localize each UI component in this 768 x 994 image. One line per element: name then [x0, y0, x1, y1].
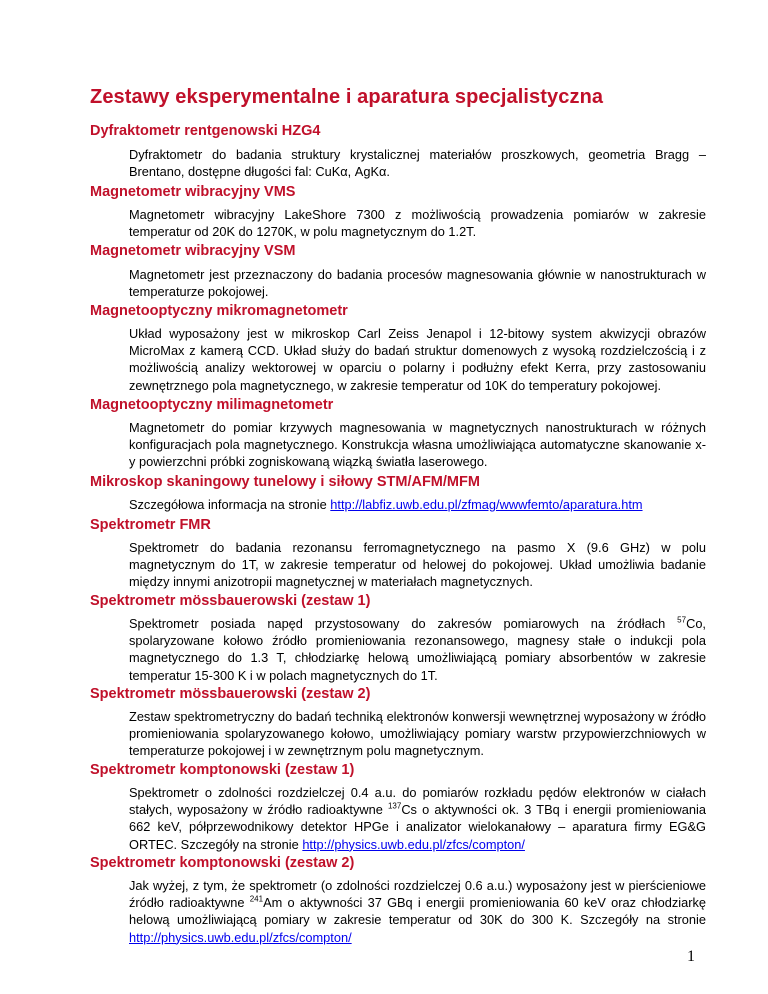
- isotope-mass-number: 137: [387, 801, 402, 811]
- section-heading-vsm: Magnetometr wibracyjny VSM: [90, 243, 296, 259]
- section-text: Spektrometr o zdolności rozdzielczej 0.4 a.u. do pomiarów rozkładu pędów elektronów w ciałach stałych, wyposażony w źródło radioaktywne: [129, 785, 706, 818]
- section-text: Am o aktywności 37 GBq i energii promieniowania 60 keV oraz chłodziarkę helową umożliwiającą pomiary w zakresie temperatur od 30K do 300 K. Szczegóły na stronie: [129, 895, 707, 928]
- section-text: Szczegółowa informacja na stronie: [129, 497, 331, 512]
- section-text: Co, spolaryzowane kołowo źródło promieniowania rezonansowego, magnesy stałe o indukcji pola magnetycznego do 1.3 T, chłodziarkę helową umożliwiającą pomiary absorbentów w zakresie temperatur 15-300 K i w polach magnetycznych do 1T.: [129, 616, 706, 683]
- section-body-compton-2: [129, 877, 706, 946]
- section-heading-stm-afm-mfm: Mikroskop skaningowy tunelowy i siłowy STM/AFM/MFM: [90, 474, 480, 490]
- section-body-fmr: Spektrometr do badania rezonansu ferromagnetycznego na pasmo X (9.6 GHz) w polu magnetycznym do 1T, w zakresie temperatur od helowej do pokojowej. Układ umożliwia badanie między innymi anizotropii magnetycznej w materiałach magnetycznych.: [129, 540, 706, 590]
- section-heading-mossbauer-1: Spektrometr mössbauerowski (zestaw 1): [90, 593, 371, 609]
- section-text: Jak wyżej, z tym, że spektrometr (o zdolności rozdzielczej 0.6 a.u.) wyposażony jest w pierścieniowe źródło radioaktywne: [129, 878, 706, 911]
- section-heading-vms: Magnetometr wibracyjny VMS: [90, 184, 296, 200]
- section-heading-mikromagnetometr: Magnetooptyczny mikromagnetometr: [90, 303, 348, 319]
- section-heading-fmr: Spektrometr FMR: [90, 517, 211, 533]
- section-body-hzg4: Dyfraktometr do badania struktury krystalicznej materiałów proszkowych, geometria Bragg – Brentano, dostępne długości fal: CuKα, AgKα.: [129, 147, 706, 180]
- section-body-vms: Magnetometr wibracyjny LakeShore 7300 z możliwością prowadzenia pomiarów w zakresie temperatur od 20K do 1270K, w polu magnetycznym do 1.2T.: [129, 207, 706, 240]
- section-body-compton-1: [129, 784, 706, 853]
- section-body-mikromagnetometr: Układ wyposażony jest w mikroskop Carl Zeiss Jenapol i 12-bitowy system akwizycji obrazów MicroMax z kamerą CCD. Układ służy do badań struktur domenowych z wysoką rozdzielczością i z możliwością analizy wektorowej w oparciu o polarny i podłużny efekt Kerra, przy zastosowaniu zewnętrznego pola magnetycznego, w zakresie temperatur od 10K do temperatury pokojowej.: [129, 326, 706, 393]
- section-body-mossbauer-1: [129, 615, 706, 684]
- section-body-milimagnetometr: Magnetometr do pomiar krzywych magnesowania w magnetycznych nanostrukturach w różnych konfiguracjach pola magnetycznego. Konstrukcja własna umożliwiająca automatyczne skanowanie x-y powierzchni próbki zogniskowaną wiązką światła laserowego.: [129, 420, 706, 470]
- aparatura-link[interactable]: http://labfiz.uwb.edu.pl/zfmag/wwwfemto/aparatura.htm: [330, 497, 643, 512]
- isotope-mass-number: 57: [677, 615, 687, 625]
- section-heading-hzg4: Dyfraktometr rentgenowski HZG4: [90, 123, 321, 139]
- compton-link-1[interactable]: http://physics.uwb.edu.pl/zfcs/compton/: [302, 836, 525, 852]
- section-body-mossbauer-2: Zestaw spektrometryczny do badań techniką elektronów konwersji wewnętrznej wyposażony w źródło promieniowania spolaryzowanego kołowo, umożliwiający pomiary warstw przypowierzchniowych w temperaturze pokojowej i w zewnętrznym polu magnetycznym.: [129, 709, 706, 759]
- section-heading-mossbauer-2: Spektrometr mössbauerowski (zestaw 2): [90, 686, 371, 702]
- section-body-stm-afm-mfm: [129, 496, 706, 513]
- section-heading-milimagnetometr: Magnetooptyczny milimagnetometr: [90, 397, 334, 413]
- section-text: Cs o aktywności ok. 3 TBq i energii promieniowania 662 keV, półprzewodnikowy detektor HPGe i analizator wielokanałowy – aparatura firmy EG&G ORTEC. Szczegóły na stronie: [129, 802, 706, 852]
- isotope-mass-number: 241: [249, 894, 264, 904]
- section-body-vsm: Magnetometr jest przeznaczony do badania procesów magnesowania głównie w nanostrukturach w temperaturze pokojowej.: [129, 267, 706, 300]
- page-title: Zestawy eksperymentalne i aparatura specjalistyczna: [90, 86, 604, 108]
- section-heading-compton-2: Spektrometr komptonowski (zestaw 2): [90, 855, 355, 871]
- section-heading-compton-1: Spektrometr komptonowski (zestaw 1): [90, 762, 355, 778]
- compton-link-2[interactable]: http://physics.uwb.edu.pl/zfcs/compton/: [129, 929, 352, 945]
- section-text: Spektrometr posiada napęd przystosowany do zakresów pomiarowych na źródłach: [129, 616, 678, 631]
- page-number: 1: [687, 948, 695, 965]
